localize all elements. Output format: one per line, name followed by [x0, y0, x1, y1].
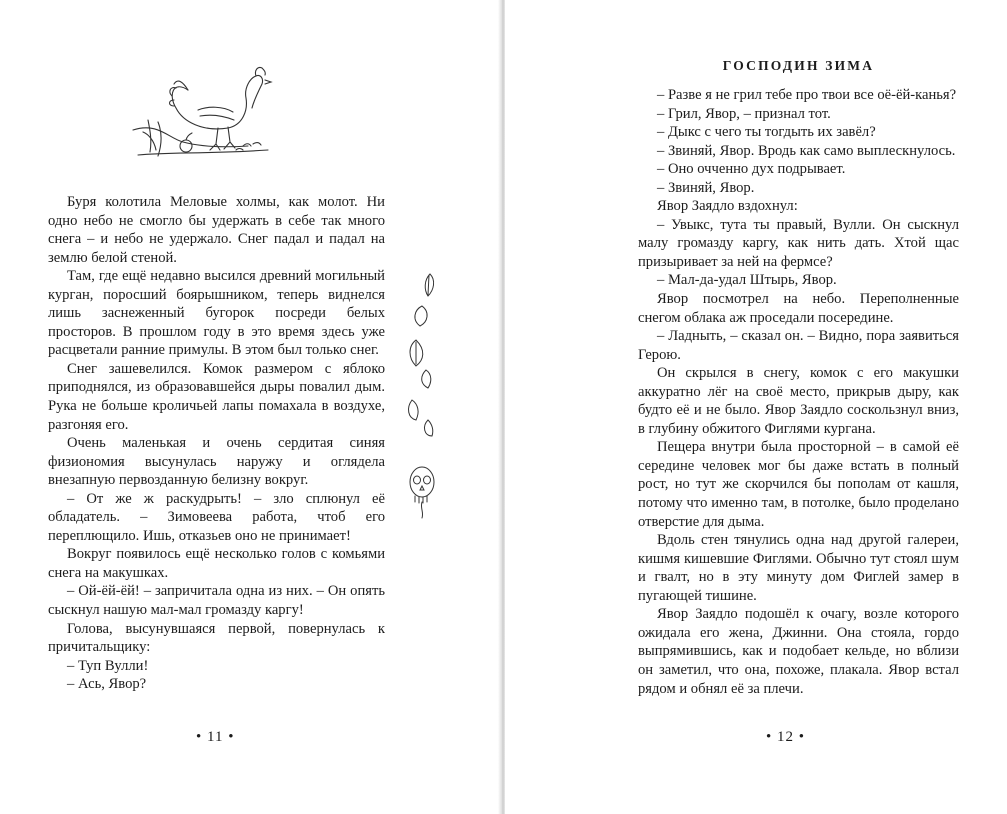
paragraph: – От же ж раскудрыть! – зло сплюнул её обладатель. – Зимовеева работа, чтоб его переплющило. Ишь, отказьев оно не принимает! — [48, 490, 385, 544]
left-body-text — [48, 193, 385, 694]
paragraph: Явор посмотрел на небо. Переполненные снегом облака аж проседали посередине. — [638, 291, 959, 326]
paragraph: – Звиняй, Явор. — [657, 179, 755, 196]
left-page — [0, 0, 501, 814]
paragraph: – Разве я не грил тебе про твои все оё-ёй-канья? — [657, 87, 957, 103]
paragraph: – Ой-ёй-ёй! – запричитала одна из них. – Он опять сыскнул нашую мал-мал громазду каргу! — [48, 583, 385, 619]
page-number: • 12 • — [766, 729, 806, 745]
paragraph: Вокруг появилось ещё несколько голов с комьями снега на макушках. — [48, 546, 385, 581]
page-number: • 11 • — [196, 729, 235, 745]
paragraph: – Ладныть, – сказал он. – Видно, пора заявиться Герою. — [638, 328, 959, 363]
paragraph: – Мал-да-удал Штырь, Явор. — [657, 272, 837, 289]
paragraph: Вдоль стен тянулись одна над другой галереи, кишмя кишевшие Фиглями. Обычно тут стоял шум и гвалт, но в эту минуту дом Фиглей замер в пугающей тишине. — [638, 532, 959, 604]
paragraph: Явор Заядло вздохнул: — [657, 198, 798, 215]
paragraph: – Грил, Явор, – признал тот. — [657, 105, 831, 122]
hen-illustration — [128, 60, 278, 160]
paragraph: Пещера внутри была просторной – в самой её середине человек мог бы даже встать в полный рост, но тут же скорчился бы пополам от кашля, потому что именно там, в потолке, было проделано отверстие для дыма. — [638, 439, 959, 530]
paragraph: – Звиняй, Явор. Вродь как само выплескнулось. — [657, 142, 956, 159]
paragraph: Снег зашевелился. Комок размером с яблоко приподнялся, из образовавшейся дыры повалил дым. Рука не больше кроличьей лапы помахала в воздухе, разгоняя его. — [48, 360, 385, 433]
paragraph: Буря колотила Меловые холмы, как молот. Ни одно небо не смогло бы удержать в себе так много снега – и небо не удержало. Снег падал и падал на землю белой стеной. — [48, 194, 385, 266]
paragraph: Голова, высунувшаяся первой, повернулась к причитальщику: — [48, 620, 385, 656]
paragraph: – Увыкс, тута ты правый, Вулли. Он сыскнул малу громазду каргу, как нить дать. Хтой щас призыривает за ней на фермсе? — [638, 216, 959, 270]
falling-leaves-skull-illustration — [402, 270, 442, 520]
paragraph: Там, где ещё недавно высился древний могильный курган, поросший боярышником, теперь виднелся лишь заснеженный бугорок посреди белых просторов. В прошлом году в это время здесь уже расцветали ранние примулы. В этом был только снег. — [48, 268, 385, 359]
paragraph: – Ась, Явор? — [67, 676, 147, 693]
paragraph: – Туп Вулли! — [67, 657, 149, 674]
right-page — [505, 0, 1007, 814]
paragraph: – Дыкс с чего ты тогдыть их завёл? — [657, 124, 876, 141]
paragraph: – Оно очченно дух подрывает. — [657, 161, 846, 178]
running-head: ГОСПОДИН ЗИМА — [722, 58, 875, 73]
paragraph: Очень маленькая и очень сердитая синяя физиономия высунулась наружу и оглядела внезапную первозданную белизну вокруг. — [48, 435, 385, 489]
right-body-text — [638, 86, 959, 698]
paragraph: Явор Заядло подошёл к очагу, возле которого ожидала его жена, Джинни. Она стояла, гордо выпрямившись, как и подобает кельде, но вблизи он заметил, что она, похоже, плакала. Явор встал рядом и обнял её за плечи. — [638, 606, 959, 697]
paragraph: Он скрылся в снегу, комок с его макушки аккуратно лёг на своё место, прикрыв дыру, как будто её и не было. Явор Заядло соскользнул вниз, в глубину обжитого Фиглями кургана. — [638, 365, 959, 437]
